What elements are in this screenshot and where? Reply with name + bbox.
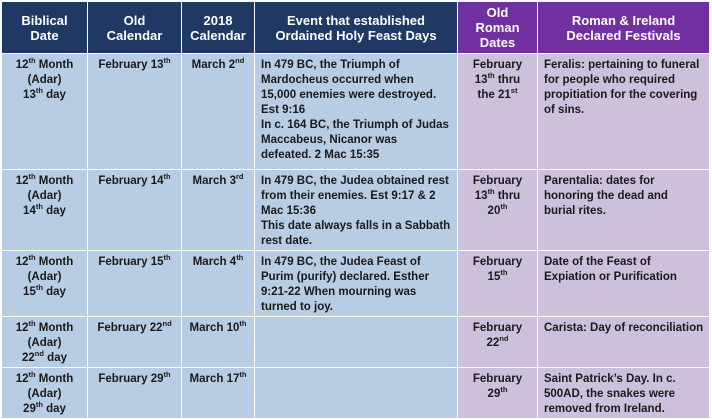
festival-cell (538, 317, 710, 368)
roman-date-cell: February 29th (458, 368, 538, 419)
event-cell (255, 368, 458, 419)
roman-date-cell: February 13th thru the 21st (458, 54, 538, 170)
feast-days-table (1, 1, 710, 419)
event-line: Maccabeus, Nicanor was (261, 134, 398, 146)
table-row (2, 317, 710, 368)
event-line: defeated. 2 Mac 15:35 (261, 149, 380, 161)
header-festivals: Roman & Ireland Declared Festivals (538, 2, 710, 54)
biblical-date-cell: 12th Month (Adar) 15th day (2, 251, 88, 317)
event-cell (255, 170, 458, 251)
event-line: rest date. (261, 235, 313, 247)
table-row (2, 170, 710, 251)
calendar-2018-cell: March 3rd (182, 170, 255, 251)
event-line: 9:21-22 When mourning was (261, 286, 417, 298)
festival-line: for people who required (544, 74, 675, 86)
event-line: In c. 164 BC, the Triumph of Judas (261, 119, 449, 131)
festival-line: Feralis: pertaining to funeral (544, 59, 700, 71)
old-calendar-cell: February 29th (88, 368, 182, 419)
festival-line: Saint Patrick’s Day. In c. (544, 373, 676, 385)
calendar-2018-cell: March 4th (182, 251, 255, 317)
old-calendar-cell: February 22nd (88, 317, 182, 368)
table-row (2, 251, 710, 317)
festival-line: honoring the dead and (544, 190, 668, 202)
festival-cell (538, 368, 710, 419)
festival-line: of sins. (544, 104, 585, 116)
header-2018-calendar: 2018 Calendar (182, 2, 255, 54)
event-line: In 479 BC, the Judea obtained rest (261, 175, 449, 187)
event-line: In 479 BC, the Triumph of (261, 59, 400, 71)
event-line: turned to joy. (261, 301, 333, 313)
header-old-calendar: Old Calendar (88, 2, 182, 54)
event-cell (255, 317, 458, 368)
roman-date-cell: February 22nd (458, 317, 538, 368)
festival-line: burial rites. (544, 205, 606, 217)
festival-cell (538, 54, 710, 170)
table-row (2, 54, 710, 170)
festival-cell (538, 170, 710, 251)
event-line: In 479 BC, the Judea Feast of (261, 256, 421, 268)
festival-line: Expiation or Purification (544, 271, 677, 283)
event-line: Est 9:16 (261, 104, 306, 116)
biblical-date-cell: 12th Month (Adar) 29th day (2, 368, 88, 419)
event-line: Mac 15:36 (261, 205, 316, 217)
event-line: 15,000 enemies were destroyed. (261, 89, 437, 101)
event-line: This date always falls in a Sabbath (261, 220, 451, 232)
event-line: Mardocheus occurred when (261, 74, 414, 86)
old-calendar-cell: February 14th (88, 170, 182, 251)
biblical-date-cell: 12th Month (Adar) 22nd day (2, 317, 88, 368)
table-row (2, 368, 710, 419)
event-line: from their enemies. Est 9:17 & 2 (261, 190, 436, 202)
header-old-roman-dates: Old Roman Dates (458, 2, 538, 54)
festival-cell (538, 251, 710, 317)
event-cell (255, 54, 458, 170)
event-line: Purim (purify) declared. Esther (261, 271, 430, 283)
festival-line: propitiation for the covering (544, 89, 698, 101)
festival-line: 500AD, the snakes were (544, 388, 676, 400)
roman-date-cell: February 15th (458, 251, 538, 317)
calendar-2018-cell: March 17th (182, 368, 255, 419)
biblical-date-cell: 12th Month (Adar) 13th day (2, 54, 88, 170)
festival-line: Carista: Day of reconciliation (544, 322, 704, 334)
event-cell (255, 251, 458, 317)
festival-line: removed from Ireland. (544, 403, 665, 415)
header-row (2, 2, 710, 54)
old-calendar-cell: February 15th (88, 251, 182, 317)
calendar-2018-cell: March 10th (182, 317, 255, 368)
header-event: Event that established Ordained Holy Feast Days (255, 2, 458, 54)
roman-date-cell: February 13th thru 20th (458, 170, 538, 251)
calendar-2018-cell: March 2nd (182, 54, 255, 170)
festival-line: Parentalia: dates for (544, 175, 655, 187)
old-calendar-cell: February 13th (88, 54, 182, 170)
header-biblical-date: Biblical Date (2, 2, 88, 54)
festival-line: Date of the Feast of (544, 256, 651, 268)
biblical-date-cell: 12th Month (Adar) 14th day (2, 170, 88, 251)
